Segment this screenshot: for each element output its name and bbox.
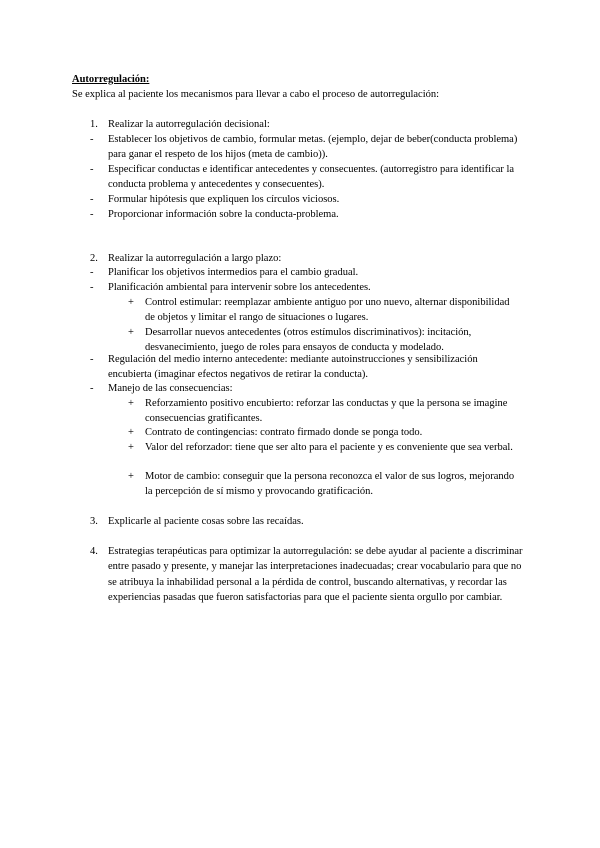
list-item: Planificar los objetivos intermedios para el cambio gradual.	[108, 267, 359, 278]
list-marker: -	[90, 354, 94, 365]
section-heading: Explicarle al paciente cosas sobre las recaídas.	[108, 516, 304, 527]
list-marker: +	[128, 297, 134, 308]
list-marker: +	[128, 471, 134, 482]
list-marker: +	[128, 398, 134, 409]
list-item: Valor del reforzador: tiene que ser alto para el paciente y es conveniente que sea verbal.	[145, 442, 513, 453]
list-item: Especificar conductas e identificar antecedentes y consecuentes. (autorregistro para identificar la conducta problema y antecedentes y consecuentes).	[108, 164, 515, 191]
section-number: 2.	[90, 253, 98, 264]
section-heading: Realizar la autorregulación a largo plazo:	[108, 253, 282, 264]
section-number: 1.	[90, 119, 98, 130]
document-title: Autorregulación:	[72, 74, 150, 85]
list-marker: +	[128, 442, 134, 453]
list-item: Planificación ambiental para intervenir sobre los antecedentes.	[108, 282, 371, 293]
list-marker: -	[90, 267, 94, 278]
list-item: Reforzamiento positivo encubierto: reforzar las conductas y que la persona se imagine consecuencias gratificantes.	[145, 398, 508, 425]
list-item: Motor de cambio: conseguir que la persona reconozca el valor de sus logros, mejorando la percepción de sí mismo y provocando gratificación.	[145, 471, 515, 498]
list-item: Desarrollar nuevos antecedentes (otros estímulos discriminativos): incitación, desvanecimiento, juego de roles para ensayos de conducta y modelado.	[145, 327, 472, 354]
list-marker: -	[90, 209, 94, 220]
section-number: 3.	[90, 516, 98, 527]
list-item: Manejo de las consecuencias:	[108, 383, 233, 394]
section-number: 4.	[90, 546, 98, 557]
intro-paragraph: Se explica al paciente los mecanismos para llevar a cabo el proceso de autorregulación:	[72, 89, 440, 100]
list-marker: +	[128, 327, 134, 338]
list-item: Formular hipótesis que expliquen los círculos viciosos.	[108, 194, 340, 205]
section-heading: Realizar la autorregulación decisional:	[108, 119, 270, 130]
list-item: Regulación del medio interno antecedente: mediante autoinstrucciones y sensibilización encubierta (imaginar efectos negativos de retirar la conducta).	[108, 354, 478, 381]
list-item: Proporcionar información sobre la conducta-problema.	[108, 209, 339, 220]
section-paragraph: Estrategias terapéuticas para optimizar la autorregulación: se debe ayudar al paciente a discriminar entre pasado y presente, y manejar las interpretaciones inadecuadas; crear vocabulario para que no se atribuya la inhabilidad personal a la pérdida de control, buscando alternativas, y recordar las experiencias pasadas que fueron satisfactorias para que el paciente sienta orgullo por cambiar.	[108, 546, 523, 604]
list-marker: -	[90, 194, 94, 205]
list-item: Contrato de contingencias: contrato firmado donde se ponga todo.	[145, 427, 423, 438]
list-marker: -	[90, 282, 94, 293]
list-marker: +	[128, 427, 134, 438]
list-marker: -	[90, 134, 94, 145]
list-marker: -	[90, 164, 94, 175]
list-item: Establecer los objetivos de cambio, formular metas. (ejemplo, dejar de beber(conducta problema) para ganar el respeto de los hijos (meta de cambio)).	[108, 134, 518, 161]
list-marker: -	[90, 383, 94, 394]
list-item: Control estimular: reemplazar ambiente antiguo por uno nuevo, alternar disponibilidad de objetos y limitar el rango de situaciones o lugares.	[145, 297, 510, 324]
